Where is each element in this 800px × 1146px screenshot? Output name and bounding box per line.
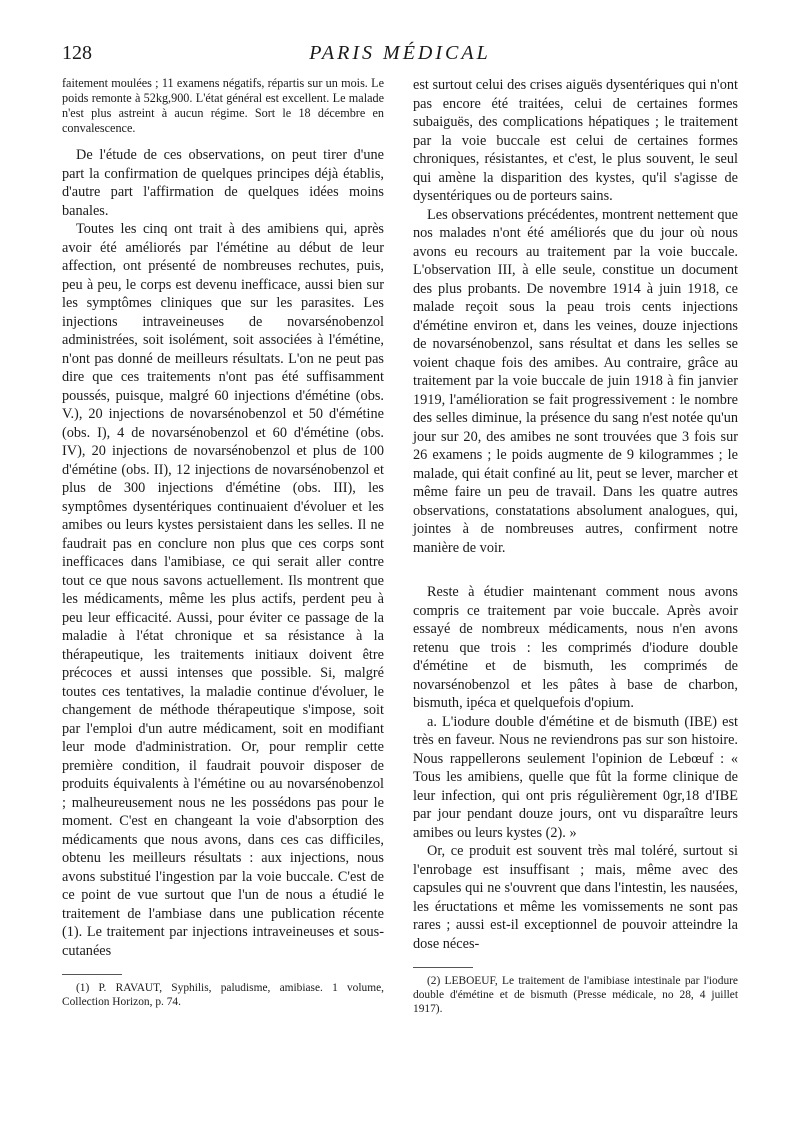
paragraph: Toutes les cinq ont trait à des amibiens qui, après avoir été améliorés par l'émétine au début de leur affection, ont présenté de nombreuses rechutes, puis, peu à peu, le corps est devenu inefficace, aussi bien sur les symptômes cliniques que sur les parasites. Les injections intraveineuses de novarsénobenzol administrées, soit isolément, soit associées à l'émétine, n'ont pas donné de meilleurs résultats. L'on ne peut pas dire que ces traitements n'ont pas été suffisamment poussés, puisque, malgré 60 injections d'émétine (obs. V.), 20 injections de novarsénobenzol et 50 d'émétine (obs. I), 4 de novarsénobenzol et 60 d'émétine (obs. IV), 20 injections de novarsénobenzol et plus de 100 d'émétine (obs. II), 12 injections de novarsénobenzol et plus de 300 injections d'émétine (obs. III), les symptômes dysentériques continuaient d'évoluer et les amibes ou leurs kystes persistaient dans les selles. Il ne faudrait pas en conclure non plus que ces corps sont inefficaces dans l'amibiase, ce qui serait aller contre tout ce que nous savons actuellement. Ils montrent que les médicaments, même les plus actifs, perdent peu à peu leur efficacité. Aussi, pour éviter ce passage de la maladie à l'état chronique et sa résistance à la thérapeutique, les traitements initiaux doivent être précoces et aussi intenses que possible. Si, malgré toutes ces tentatives, la maladie continue d'évoluer, le changement de méthode thérapeutique s'impose, soit par l'emploi d'un autre médicament, soit en modifiant leur mode d'administration. Or, pour remplir cette première condition, il faudrait pouvoir disposer de produits équivalents à l'émétine ou au novarsénobenzol ; malheureusement nous ne les possédons pas pour le moment. C'est en changeant la voie d'absorption des médicaments que nous avons, dans ces cas difficiles, obtenu les meilleurs résultats : aux injections, nous avons substitué l'ingestion par la voie buccale. C'est de ce point de vue surtout que l'un de nous a étudié le traitement de l'ambiase dans une publication récente (1). Le traitement par injections intraveineuses et sous-cutanées: [62, 221, 384, 959]
journal-title: PARIS MÉDICAL: [309, 42, 491, 64]
case-note: faitement moulées ; 11 examens négatifs, répartis sur un mois. Le poids remonte à 52kg,900. L'état général est excellent. Le malade n'est plus astreint à aucun régime. Sort le 18 décembre en convalescence.: [62, 76, 384, 135]
left-column: [62, 76, 384, 1009]
page-number: 128: [62, 42, 92, 64]
paragraph: Reste à étudier maintenant comment nous avons compris ce traitement par voie buccale. Après avoir essayé de nombreux médicaments, nous n'en avons retenu que trois : les comprimés d'iodure double d'émétine et de bismuth, les comprimés de novarsénobenzol et les pâtes à base de charbon, bismuth, ipéca et quelquefois d'opium.: [413, 584, 738, 711]
paragraph: a. L'iodure double d'émétine et de bismuth (IBE) est très en faveur. Nous ne reviendrons pas sur son histoire. Nous rappellerons seulement l'opinion de Lebœuf : « Tous les amibiens, quelle que fût la forme clinique de leur infection, qui ont pris régulièrement 0gr,18 d'IBE par jour pendant douze jours, ont vu disparaître leurs amibes ou leurs kystes (2). »: [413, 713, 738, 841]
paragraph: est surtout celui des crises aiguës dysentériques qui n'ont pas encore été traitées, celui de certaines formes subaiguës, des complications hépatiques ; le traitement par la voie buccale est celui de certaines formes chroniques, résistantes, et c'est, le plus souvent, le seul qui amène la disparition des kystes, qu'il s'agisse de dysentériques ou de porteurs sains.: [413, 77, 738, 204]
footnote: (1) P. RAVAUT, Syphilis, paludisme, amibiase. 1 volume, Collection Horizon, p. 74.: [62, 982, 384, 1008]
paragraph: De l'étude de ces observations, on peut tirer d'une part la confirmation de quelques principes déjà établis, d'autre part l'affirmation de quelques idées moins banales.: [62, 147, 384, 219]
right-column: [413, 76, 738, 1016]
footnote: (2) LEBOEUF, Le traitement de l'amibiase intestinale par l'iodure double d'émétine et de bismuth (Presse médicale, no 28, 4 juillet 1917).: [413, 975, 738, 1015]
footnote-rule: [413, 967, 473, 968]
footnote-rule: [62, 974, 122, 975]
page-header: [62, 40, 738, 70]
paragraph: Or, ce produit est souvent très mal toléré, surtout si l'enrobage est insuffisant ; mais, même avec des capsules qui ne s'ouvrent que dans l'intestin, les nausées, les éructations et même les vomissements ne sont pas rares ; aussi est-il exceptionnel de pouvoir atteindre la dose néces-: [413, 843, 738, 952]
paragraph: Les observations précédentes, montrent nettement que nos malades n'ont été améliorés que du jour où nous avons eu recours au traitement par la voie buccale. L'observation III, à elle seule, constitue un document des plus probants. De novembre 1914 à juin 1918, ce malade reçoit sous la peau trois cents injections d'émétine environ et, dans les veines, douze injections de novarsénobenzol, sans résultat et dans les selles se voient chaque fois des amibes. Au contraire, grâce au traitement par la voie buccale de juin 1918 à fin janvier 1919, l'amélioration se fait progressivement : le nombre des selles diminue, la présence du sang n'est notée qu'un jour sur 20, des amibes ne sont trouvées que 3 fois sur 26 examens ; le poids augmente de 9 kilogrammes ; le malade, qui était confiné au lit, peut se lever, marcher et même faire un peu de travail. Dans les quatre autres observations, constatations absolument analogues, qui, jointes à de nombreuses autres, confirment notre manière de voir.: [413, 206, 738, 556]
